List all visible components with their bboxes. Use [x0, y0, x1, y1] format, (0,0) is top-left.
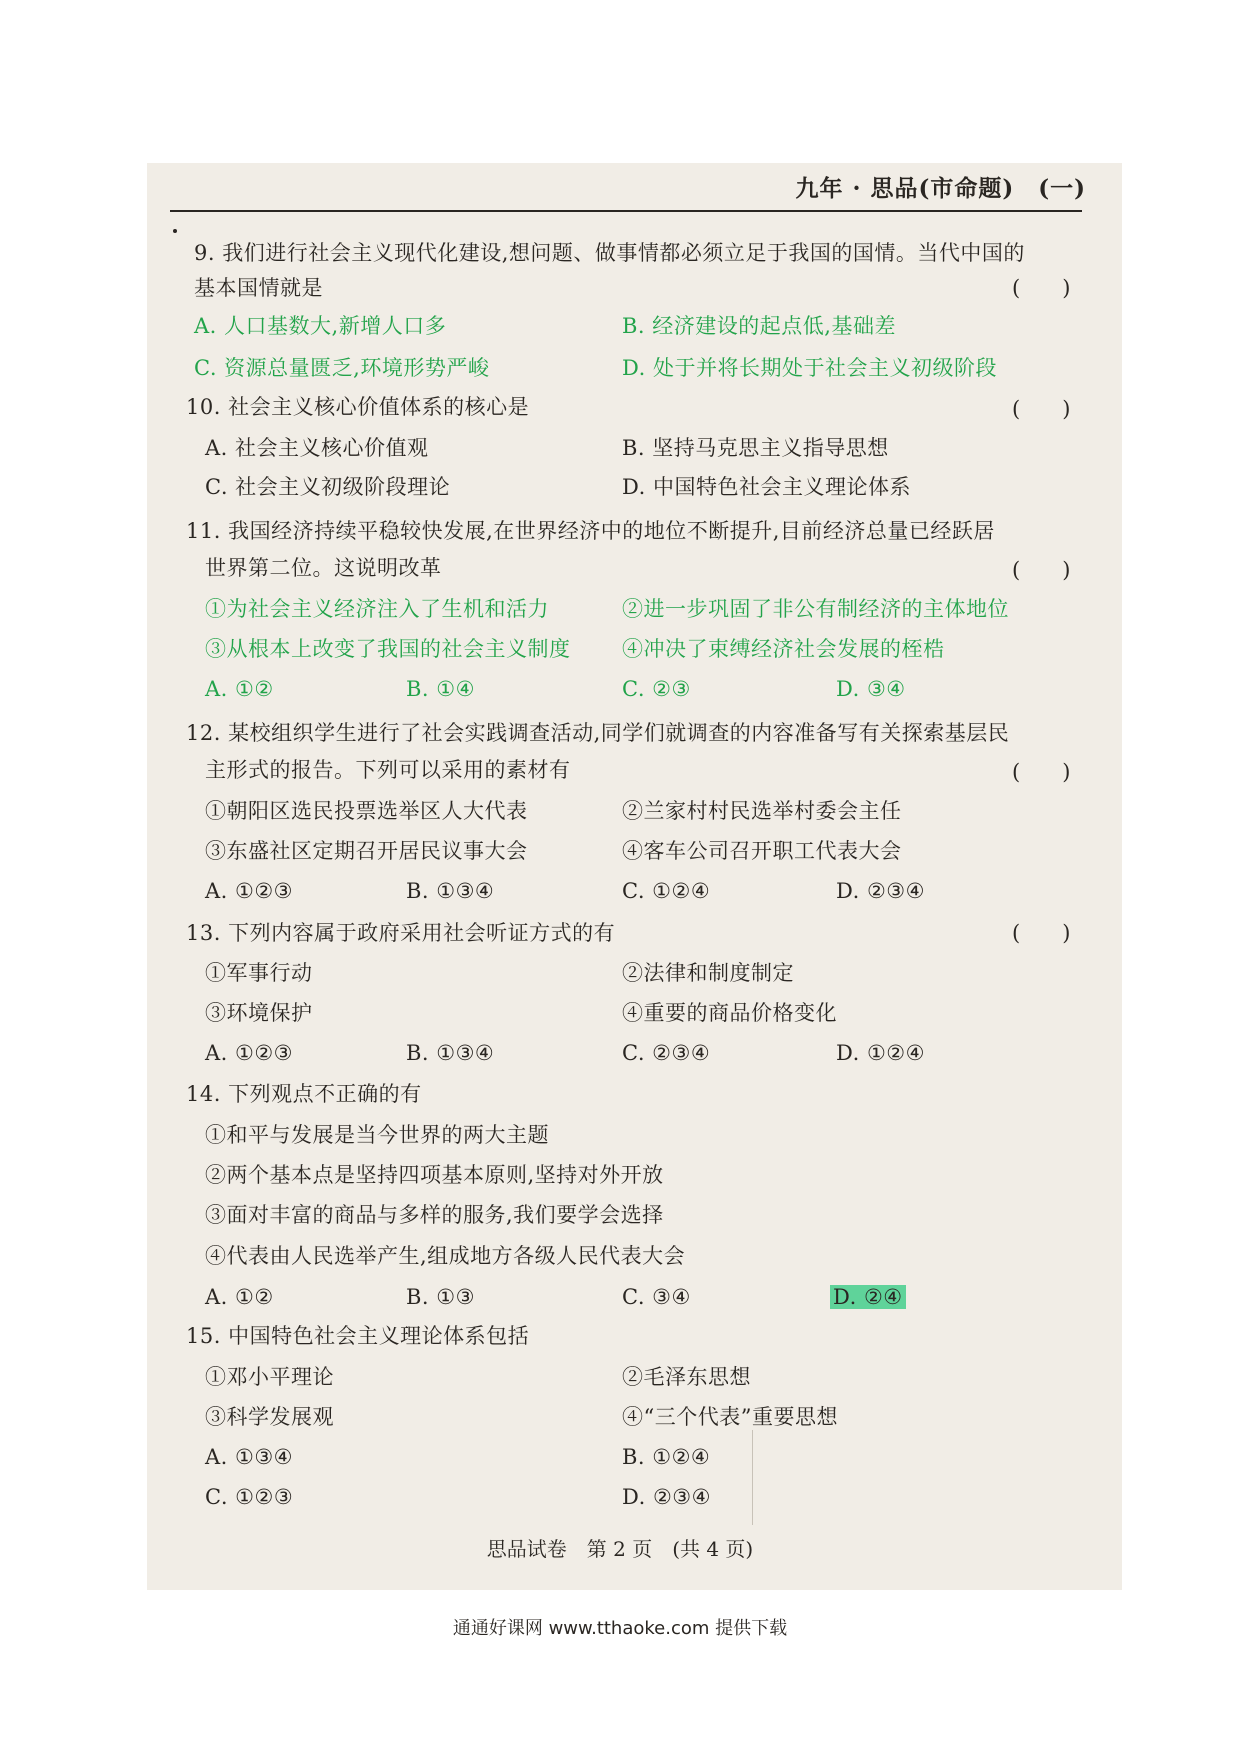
q11-option-b: B. ①④ [406, 677, 475, 701]
q15-option-d: D. ②③④ [622, 1485, 711, 1509]
q14-option-c: C. ③④ [622, 1285, 691, 1309]
q15-item-3: ③科学发展观 [205, 1405, 334, 1429]
header-rule [170, 210, 1082, 212]
q9-option-d: D. 处于并将长期处于社会主义初级阶段 [622, 356, 997, 380]
page-header-title: 九年 · 思品(市命题) (一) [795, 175, 1086, 202]
q15-item-1: ①邓小平理论 [205, 1365, 334, 1389]
download-watermark: 通通好课网 www.tthaoke.com 提供下载 [452, 1618, 788, 1639]
q14-stem: 14. 下列观点不正确的有 [186, 1082, 422, 1106]
q12-answer-blank: ( ) [1012, 760, 1071, 784]
q13-item-2: ②法律和制度制定 [622, 961, 794, 985]
q11-stem-line1: 11. 我国经济持续平稳较快发展,在世界经济中的地位不断提升,目前经济总量已经跃居 [186, 519, 995, 543]
q14-option-d [830, 1284, 906, 1310]
q9-option-c: C. 资源总量匮乏,环境形势严峻 [194, 356, 490, 380]
q10-option-c: C. 社会主义初级阶段理论 [205, 475, 451, 499]
q9-option-a: A. 人口基数大,新增人口多 [194, 314, 447, 338]
q9-stem-line2: 基本国情就是 [194, 276, 323, 300]
q14-item-4: ④代表由人民选举产生,组成地方各级人民代表大会 [205, 1244, 686, 1268]
q12-item-1: ①朝阳区选民投票选举区人大代表 [205, 799, 528, 823]
q13-item-1: ①军事行动 [205, 961, 313, 985]
q12-option-a: A. ①②③ [205, 879, 293, 903]
q10-stem: 10. 社会主义核心价值体系的核心是 [186, 395, 530, 419]
q10-answer-blank: ( ) [1012, 397, 1071, 421]
q12-option-d: D. ②③④ [836, 879, 925, 903]
q10-option-a: A. 社会主义核心价值观 [205, 436, 429, 460]
q14-option-d-highlight: D. ②④ [830, 1285, 906, 1309]
q13-answer-blank: ( ) [1012, 921, 1071, 945]
q13-item-4: ④重要的商品价格变化 [622, 1001, 837, 1025]
page-footer: 思品试卷 第 2 页 (共 4 页) [486, 1537, 754, 1561]
q12-item-3: ③东盛社区定期召开居民议事大会 [205, 839, 528, 863]
q12-stem-line2: 主形式的报告。下列可以采用的素材有 [205, 758, 571, 782]
column-divider [752, 1430, 753, 1525]
q11-option-a: A. ①② [205, 677, 274, 701]
q15-option-b: B. ①②④ [622, 1445, 711, 1469]
q14-item-2: ②两个基本点是坚持四项基本原则,坚持对外开放 [205, 1163, 664, 1187]
q11-item-1: ①为社会主义经济注入了生机和活力 [205, 597, 549, 621]
q15-option-a: A. ①③④ [205, 1445, 293, 1469]
q11-option-d: D. ③④ [836, 677, 906, 701]
q12-option-c: C. ①②④ [622, 879, 711, 903]
q9-stem-line1: 9. 我们进行社会主义现代化建设,想问题、做事情都必须立足于我国的国情。当代中国的 [194, 241, 1025, 265]
q13-option-b: B. ①③④ [406, 1041, 495, 1065]
q14-option-b: B. ①③ [406, 1285, 475, 1309]
q15-option-c: C. ①②③ [205, 1485, 294, 1509]
q13-option-c: C. ②③④ [622, 1041, 711, 1065]
q12-item-2: ②兰家村村民选举村委会主任 [622, 799, 902, 823]
q11-item-3: ③从根本上改变了我国的社会主义制度 [205, 637, 571, 661]
q13-option-d: D. ①②④ [836, 1041, 925, 1065]
q14-item-1: ①和平与发展是当今世界的两大主题 [205, 1123, 549, 1147]
q15-stem: 15. 中国特色社会主义理论体系包括 [186, 1324, 530, 1348]
q11-option-c: C. ②③ [622, 677, 691, 701]
q13-stem: 13. 下列内容属于政府采用社会听证方式的有 [186, 921, 616, 945]
q15-item-4: ④“三个代表”重要思想 [622, 1405, 838, 1429]
q11-item-4: ④冲决了束缚经济社会发展的桎梏 [622, 637, 945, 661]
ink-dot [173, 229, 177, 233]
q9-answer-blank: ( ) [1012, 276, 1071, 300]
q13-item-3: ③环境保护 [205, 1001, 313, 1025]
q12-item-4: ④客车公司召开职工代表大会 [622, 839, 902, 863]
q11-stem-line2: 世界第二位。这说明改革 [205, 556, 442, 580]
q11-answer-blank: ( ) [1012, 558, 1071, 582]
q11-item-2: ②进一步巩固了非公有制经济的主体地位 [622, 597, 1009, 621]
q12-stem-line1: 12. 某校组织学生进行了社会实践调查活动,同学们就调查的内容准备写有关探索基层民 [186, 721, 1010, 745]
q15-item-2: ②毛泽东思想 [622, 1365, 751, 1389]
q13-option-a: A. ①②③ [205, 1041, 293, 1065]
q10-option-d: D. 中国特色社会主义理论体系 [622, 475, 911, 499]
q10-option-b: B. 坚持马克思主义指导思想 [622, 436, 889, 460]
q14-item-3: ③面对丰富的商品与多样的服务,我们要学会选择 [205, 1203, 664, 1227]
q14-option-a: A. ①② [205, 1285, 274, 1309]
q9-option-b: B. 经济建设的起点低,基础差 [622, 314, 896, 338]
q12-option-b: B. ①③④ [406, 879, 495, 903]
